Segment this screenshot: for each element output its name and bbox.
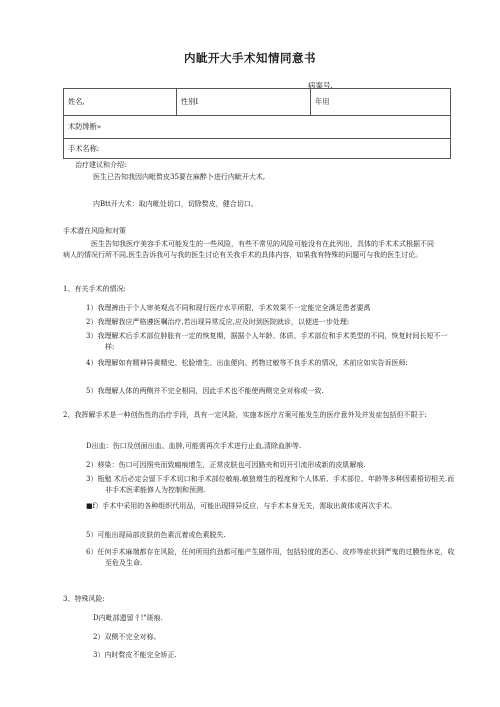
section-2-item-4: ■f）手术中采用的各种组织代用品，可能出现排异反应，与手术本身无关，需取出黄体或再次手术。 xyxy=(86,502,397,510)
section-1-item-3: 3）我理解术后手术部位肿胀有一定的恢复期，据据个人年龄、体质、手术部位和手术类型的不同，恢复时间长短不一样: xyxy=(86,332,448,351)
surgery-name-field[interactable] xyxy=(64,139,451,159)
surgery-name-row xyxy=(64,139,451,159)
name-label: 姓名, xyxy=(68,97,85,106)
section-2-item-6: 6）任何手术麻端都存在风险，任何所用约劲都可能产生剧作用，包括轻度的恶心、皮疹等症状到严鬼的过膜性休克，收至危及生命. xyxy=(86,548,455,567)
gender-label: 性别I xyxy=(181,97,199,106)
risk-heading: 手术潜在风险和对策 xyxy=(63,227,126,235)
age-field[interactable] xyxy=(311,89,451,116)
section-1-item-5: 5）我理解人体的两侧并不完全相同，因此手术也不能使两侧完全对称或一致. xyxy=(86,387,324,395)
section-2-item-1: D出血：伤口及创面出血、血肿,可能需再次手术进行止血,清除血肿等. xyxy=(86,442,302,450)
document-title: 内眦开大手术知情同意书 xyxy=(184,51,316,65)
section-3-item-3: 3）内时赘皮不能完全矫正. xyxy=(93,651,177,659)
name-field[interactable] xyxy=(64,89,177,116)
preop-diagnosis-field[interactable] xyxy=(64,116,451,139)
section-2-item-2: 2）移染：伤口可因照央而致瘢痕增生，正常皮肤也可因路央和切开引流形成新的皮肌解痕. xyxy=(86,461,366,469)
section-3-heading: 3、特殊风险: xyxy=(63,595,105,603)
treatment-line-1: 医生已告知我因内毗赘皮35要在麻醉卜进行内眦开大术, xyxy=(93,173,266,181)
section-3-item-1: D内毗部遗留彳!"斑痕. xyxy=(93,614,163,622)
treatment-heading: 治疗建议和介绍: xyxy=(75,161,127,169)
age-label: 年用 xyxy=(315,97,330,106)
risk-intro-paragraph: 医生告知我医疗美容手术可能发生的一些风险，有些不常见的风险可能没有在此列出，具体的手术术式根据不同病人的情况行所不同,医生告诉我可与我的医生讨论有关我手术的具体内容，如果我有特殊的问题可与我的医生讨论。 xyxy=(63,240,434,259)
patient-info-row xyxy=(64,89,451,116)
gender-field[interactable] xyxy=(177,89,311,116)
section-3-item-2: 2）双侧不完全对称。 xyxy=(93,633,161,641)
section-1-item-2: 2）我理解我应严格遵医嘱治疗,若出现异常反应,应及时到医院就诊，以便进一步处理: xyxy=(86,318,350,326)
section-2-item-3: 3）瓶勉 术后必定会留下手术切口和手术部位敏痕.敏狼增生的程度和个人体质、手术部位、年龄等多种因素梧切相关.而非手术医乖能修人为控制和预测. xyxy=(86,475,455,494)
preop-diagnosis-label: 术防馋断» xyxy=(68,122,102,131)
section-2-heading: 2、我挥解手术是一种创伤性的治疗手段，具有一定风险，实施本医疗方案可能发生的医疗意外及并发症包括但不限于: xyxy=(63,411,427,419)
record-number-label: 病案号, xyxy=(308,81,333,90)
preop-diagnosis-row xyxy=(64,116,451,139)
section-1-item-1: 1）我理裤由于个人审美观点不同和现行医疗水平所限，手术效果不一定能完全满足患者要禹 xyxy=(86,304,371,312)
patient-info-table xyxy=(63,88,451,159)
surgery-name-label: 手术名称: xyxy=(68,143,100,153)
section-2-item-5: 5）可能出现局部皮肤的色素沉着或色素脱失. xyxy=(86,531,226,539)
section-1-item-4: 4）我理解如有精神异黄精史、松脸增生、出血便向、药物过敏等不良手术的情况，术前应如实告诉医师: xyxy=(86,359,408,367)
treatment-line-2: 内Btt开大术：取内毗处切口，切除赘皮，健合切口。 xyxy=(93,200,258,208)
section-1-heading: 1、有关手术的情况: xyxy=(63,285,126,293)
